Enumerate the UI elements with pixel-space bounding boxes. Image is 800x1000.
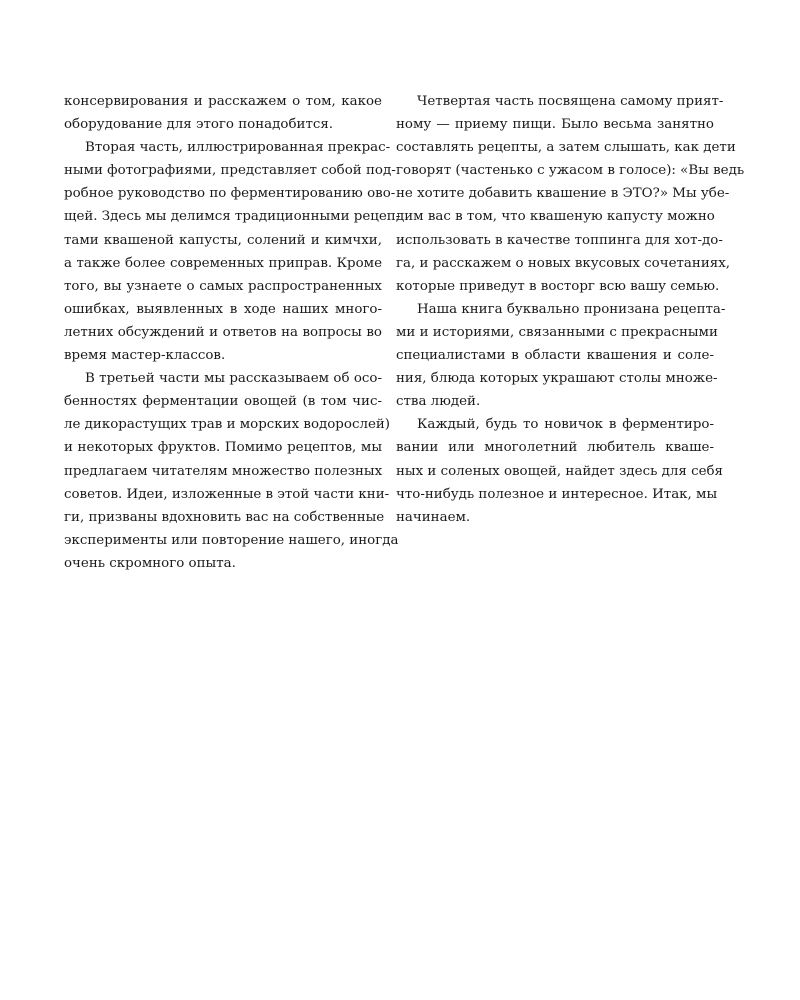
- text-line: начинаем.: [396, 509, 471, 525]
- text-line: использовать в качестве топпинга для хот-до-: [396, 232, 723, 248]
- left-text-column: [64, 90, 401, 575]
- text-line: ги, призваны вдохновить вас на собственные: [64, 509, 385, 525]
- text-line: щей. Здесь мы делимся традиционными рецеп-: [64, 209, 401, 225]
- text-line: того, вы узнаете о самых распространенных: [64, 278, 382, 294]
- text-line: ошибках, выявленных в ходе наших много-: [64, 301, 382, 317]
- text-line: тами квашеной капусты, солений и кимчхи,: [64, 232, 382, 248]
- text-line: не хотите добавить квашение в ЭТО?» Мы убе-: [396, 186, 730, 202]
- text-line: а также более современных приправ. Кроме: [64, 255, 382, 271]
- text-line: В третьей части мы рассказываем об осо-: [85, 371, 382, 387]
- text-line: что-нибудь полезное и интересное. Итак, мы: [396, 486, 718, 502]
- text-line: время мастер-классов.: [64, 348, 226, 364]
- text-line: говорят (частенько с ужасом в голосе): «Вы ведь: [396, 163, 745, 179]
- text-line: Наша книга буквально пронизана рецепта-: [417, 301, 726, 317]
- text-line: предлагаем читателям множество полезных: [64, 463, 383, 479]
- text-line: ле дикорастущих трав и морских водорослей): [64, 417, 391, 433]
- text-line: специалистами в области квашения и соле-: [396, 348, 714, 364]
- text-line: летних обсуждений и ответов на вопросы во: [64, 324, 382, 340]
- text-line: ному — приему пищи. Было весьма занятно: [396, 117, 714, 133]
- text-line: ства людей.: [396, 394, 481, 410]
- text-line: Четвертая часть посвящена самому прият-: [417, 94, 724, 109]
- text-line: эксперименты или повторение нашего, иногда: [64, 532, 399, 548]
- text-line: ных и соленых овощей, найдет здесь для себя: [396, 463, 724, 479]
- text-line: ными фотографиями, представляет собой под-: [64, 163, 396, 179]
- text-line: бенностях ферментации овощей (в том чис-: [64, 394, 382, 410]
- text-line: консервирования и расскажем о том, какое: [64, 94, 382, 109]
- text-line: составлять рецепты, а затем слышать, как дети: [396, 140, 736, 156]
- right-text-column: [396, 90, 745, 529]
- text-line: очень скромного опыта.: [64, 555, 236, 571]
- text-line: га, и расскажем о новых вкусовых сочетаниях,: [396, 255, 731, 271]
- text-line: ния, блюда которых украшают столы множе-: [396, 371, 718, 387]
- text-line: Вторая часть, иллюстрированная прекрас-: [85, 140, 391, 156]
- text-line: и некоторых фруктов. Помимо рецептов, мы: [64, 440, 382, 456]
- text-line: дим вас в том, что квашеную капусту можно: [396, 209, 715, 225]
- text-line: вании или многолетний любитель кваше-: [396, 440, 714, 456]
- text-line: которые приведут в восторг всю вашу семью.: [396, 278, 720, 294]
- text-line: ми и историями, связанными с прекрасными: [396, 324, 718, 340]
- text-line: Каждый, будь то новичок в ферментиро-: [417, 417, 714, 433]
- text-line: оборудование для этого понадобится.: [64, 117, 334, 133]
- text-line: советов. Идеи, изложенные в этой части кни-: [64, 486, 390, 502]
- text-line: робное руководство по ферментированию ово-: [64, 186, 396, 202]
